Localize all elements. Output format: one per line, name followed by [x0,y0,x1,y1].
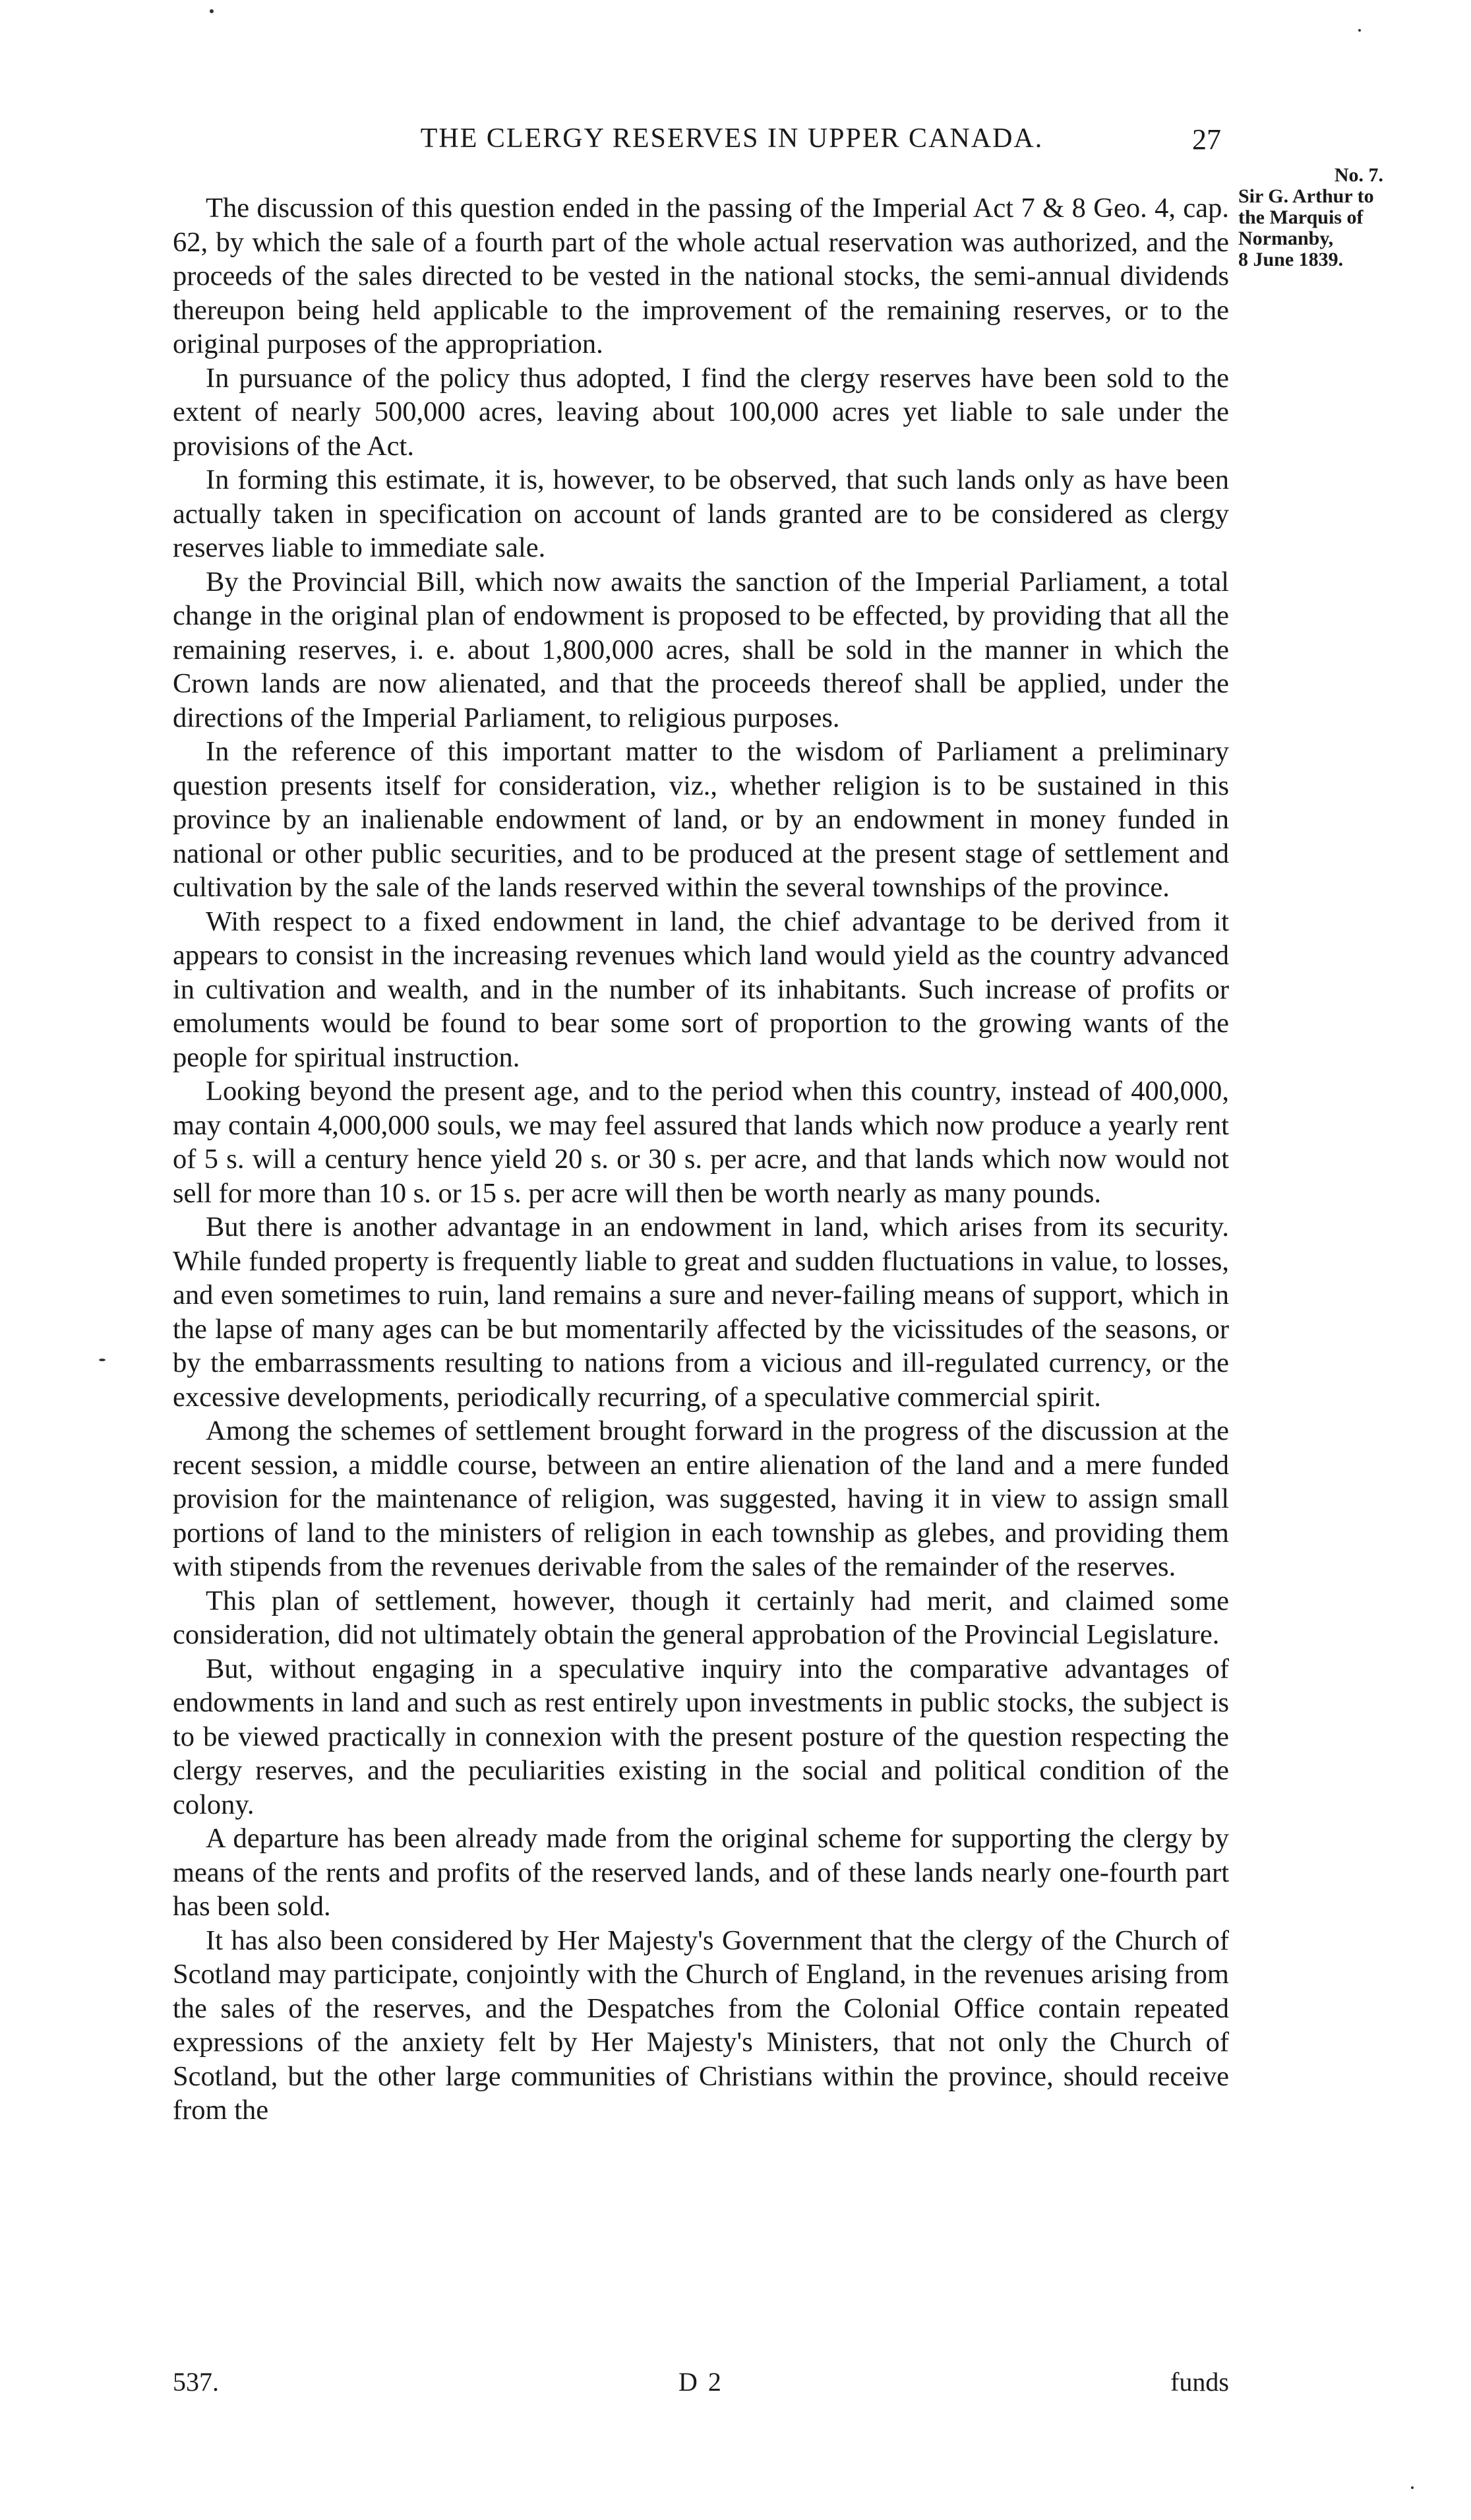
paragraph: Among the schemes of settlement brought forward in the progress of the discussion at the recent session, a middle course, between an entire alienation of the land and a mere funded provision for the maintenance of religion, was suggested, having it in view to assign small portions of land to the ministers of religion in each township as glebes, and providing them with stipends from the revenues derivable from the sales of the remainder of the reserves. [173,1415,1229,1582]
print-speck [1411,2486,1414,2489]
paragraph: This plan of settlement, however, though it certainly had merit, and claimed some consideration, did not ultimately obtain the general approbation of the Provincial Legislature. [173,1585,1229,1650]
margin-note-line: Sir G. Arthur to [1238,185,1374,207]
paragraph: The discussion of this question ended in the passing of the Imperial Act 7 & 8 Geo. 4, cap. 62, by which the sale of a fourth part of the whole actual reservation was authorized, and the proceeds of the sales directed to be vested in the national stocks, the semi-annual dividends thereupon being held applicable to the improvement of the remaining reserves, or to the original purposes of the appropriation. [173,193,1229,359]
paragraph: But there is another advantage in an endowment in land, which arises from its security. While funded property is frequently liable to great and sudden fluctuations in value, to losses, and even sometimes to ruin, land remains a sure and never-failing means of support, which in the lapse of many ages can be but momentarily affected by the vicissitudes of the seasons, or by the embarrassments resulting to nations from a vicious and ill-regulated currency, or the excessive developments, periodically recurring, of a speculative commercial spirit. [173,1212,1229,1413]
paragraph: A departure has been already made from the original scheme for supporting the clergy by means of the rents and profits of the reserved lands, and of these lands nearly one-fourth part has been sold. [173,1823,1229,1922]
print-speck [210,9,214,13]
paragraph: Looking beyond the present age, and to the period when this country, instead of 400,000, may contain 4,000,000 souls, we may feel assured that lands which now produce a yearly rent of 5 s. will a century hence yield 20 s. or 30 s. per acre, and that lands which now would not sell for more than 10 s. or 15 s. per acre will then be worth nearly as many pounds. [173,1076,1229,1209]
body-text [173,191,1229,2128]
paragraph: In forming this estimate, it is, however, to be observed, that such lands only as have been actually taken in specification on account of lands granted are to be considered as clergy reserves liable to immediate sale. [173,464,1229,563]
catchword: funds [1170,2367,1229,2397]
paragraph: But, without engaging in a speculative inquiry into the comparative advantages of endowments in land and such as rest entirely upon investments in public stocks, the subject is to be viewed practically in connexion with the present posture of the question respecting the clergy reserves, and the peculiarities existing in the social and political condition of the colony. [173,1653,1229,1820]
sheet-mark: D 2 [678,2367,723,2397]
paragraph: In pursuance of the policy thus adopted, I find the clergy reserves have been sold to the extent of nearly 500,000 acres, leaving about 100,000 acres yet liable to sale under the provisions of the Act. [173,362,1229,462]
margin-note-line: the Marquis of [1238,206,1364,228]
page-footer [173,2366,1229,2399]
print-speck [1358,29,1361,32]
print-speck [99,1359,105,1361]
margin-note [1238,165,1423,270]
signature-mark: 537. [173,2367,219,2397]
paragraph: By the Provincial Bill, which now awaits the sanction of the Imperial Parliament, a total change in the original plan of endowment is proposed to be effected, by providing that all the remaining reserves, i. e. about 1,800,000 acres, shall be sold in the manner in which the Crown lands are now alienated, and that the proceeds thereof shall be applied, under the directions of the Imperial Parliament, to religious purposes. [173,566,1229,733]
margin-note-number: No. 7. [1334,164,1383,186]
paragraph: With respect to a fixed endowment in land, the chief advantage to be derived from it appears to consist in the increasing revenues which land would yield as the country advanced in cultivation and wealth, and in the number of its inhabitants. Such increase of profits or emoluments would be found to bear some sort of proportion to the growing wants of the people for spiritual instruction. [173,906,1229,1073]
page-number: 27 [1192,123,1221,156]
margin-note-line: Normanby, [1238,228,1334,249]
paragraph: In the reference of this important matter to the wisdom of Parliament a preliminary question presents itself for consideration, viz., whether religion is to be sustained in this province by an inalienable endowment of land, or by an endowment in money funded in national or other public securities, and to be produced at the present stage of settlement and cultivation by the sale of the lands reserved within the several townships of the province. [173,736,1229,903]
running-head: THE CLERGY RESERVES IN UPPER CANADA. [420,123,1044,154]
margin-note-line: 8 June 1839. [1238,249,1344,270]
paragraph: It has also been considered by Her Majesty's Government that the clergy of the Church of Scotland may participate, conjointly with the Church of England, in the revenues arising from the sales of the reserves, and the Despatches from the Colonial Office contain repeated expressions of the anxiety felt by Her Majesty's Ministers, that not only the Church of Scotland, but the other large communities of Christians within the province, should receive from the [173,1924,1229,2126]
